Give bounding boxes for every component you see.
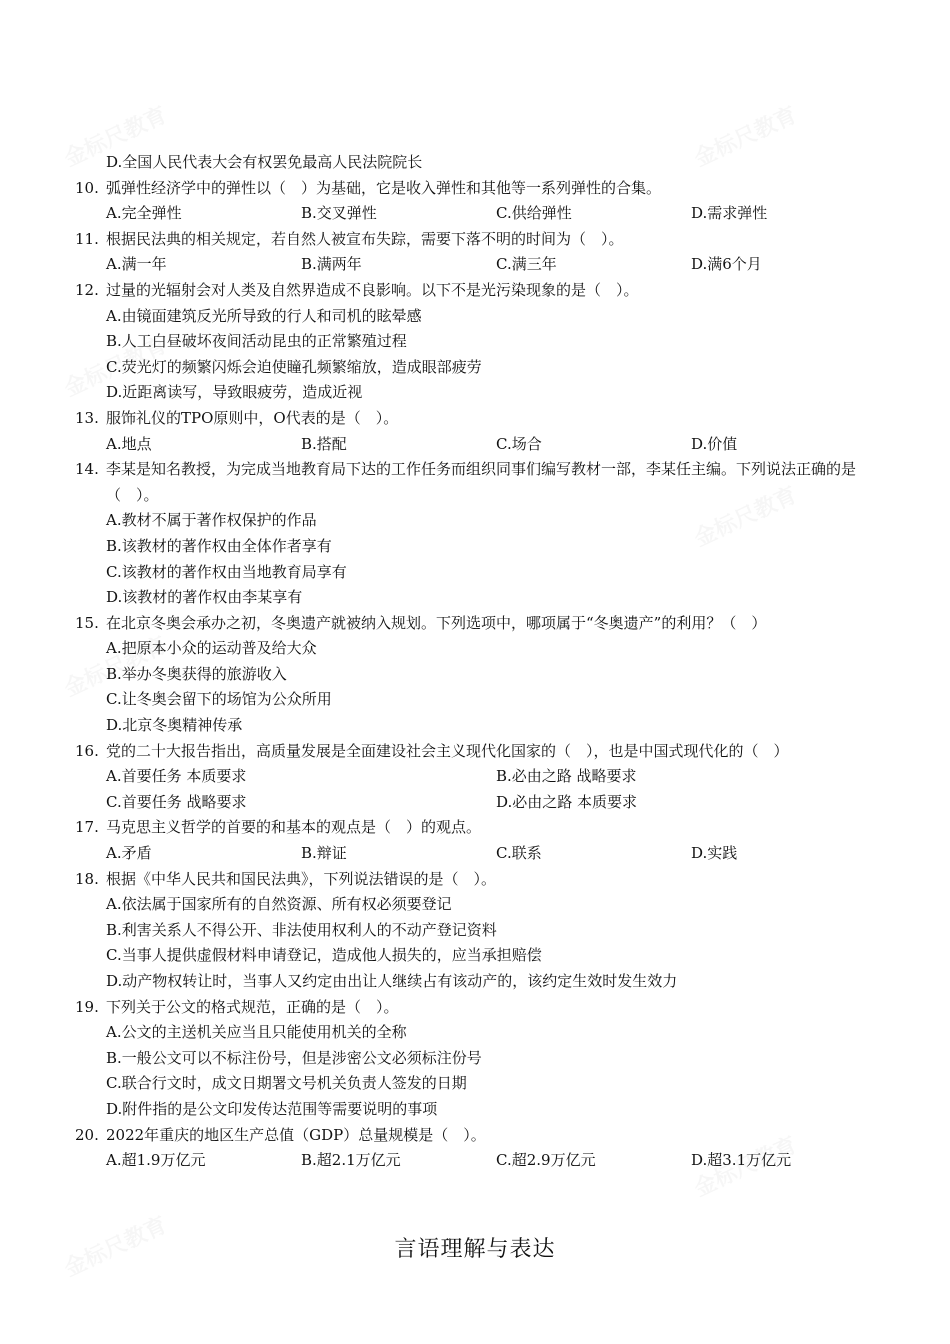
option-d: D.北京冬奥精神传承 (106, 716, 243, 735)
option-c: C.当事人提供虚假材料申请登记，造成他人损失的，应当承担赔偿 (106, 946, 542, 965)
question-number: 15. (75, 613, 99, 632)
question-stem: 在北京冬奥会承办之初，冬奥遗产就被纳入规划。下列选项中，哪项属于“冬奥遗产”的利用？（ ） (106, 613, 767, 632)
option-b: B.人工白昼破坏夜间活动昆虫的正常繁殖过程 (106, 332, 407, 351)
question-12 (75, 278, 885, 406)
option-b: B.满两年 (301, 255, 362, 274)
question-stem: 弧弹性经济学中的弹性以（ ）为基础，它是收入弹性和其他等一系列弹性的合集。 (106, 178, 662, 197)
option-b: B.辩证 (301, 844, 347, 863)
question-stem: 下列关于公文的格式规范，正确的是（ ）。 (106, 997, 399, 1016)
section-title: 言语理解与表达 (394, 1237, 556, 1262)
question-18 (75, 867, 885, 995)
question-20 (75, 1123, 885, 1174)
option-a: A.首要任务 本质要求 (106, 767, 247, 786)
option-b: B.必由之路 战略要求 (496, 767, 637, 786)
question-10 (75, 176, 885, 227)
question-19 (75, 995, 885, 1123)
option-c: C.首要任务 战略要求 (106, 792, 247, 811)
option-d: D.超3.1万亿元 (691, 1151, 792, 1170)
option-a: A.完全弹性 (106, 204, 182, 223)
question-number: 19. (75, 997, 99, 1016)
question-number: 20. (75, 1125, 99, 1144)
option-c: C.供给弹性 (496, 204, 572, 223)
question-stem: 根据民法典的相关规定，若自然人被宣布失踪，需要下落不明的时间为（ ）。 (106, 229, 624, 248)
option-c: C.满三年 (496, 255, 557, 274)
question-16 (75, 739, 885, 816)
carryover-option: D.全国人民代表大会有权罢免最高人民法院院长 (106, 153, 423, 171)
option-b: B.举办冬奥获得的旅游收入 (106, 664, 287, 683)
question-number: 12. (75, 280, 99, 299)
option-a: A.把原本小众的运动普及给大众 (106, 639, 317, 658)
option-b: B.该教材的著作权由全体作者享有 (106, 536, 332, 555)
option-d: D.需求弹性 (691, 204, 768, 223)
option-d: D.附件指的是公文印发传达范围等需要说明的事项 (106, 1099, 438, 1118)
question-number: 14. (75, 460, 99, 479)
option-d: D.价值 (691, 434, 738, 453)
question-14 (75, 457, 885, 611)
option-d: D.满6个月 (691, 255, 762, 274)
question-stem: 服饰礼仪的TPO原则中，O代表的是（ ）。 (106, 408, 399, 427)
question-11 (75, 227, 885, 278)
option-a: A.依法属于国家所有的自然资源、所有权必须要登记 (106, 895, 452, 914)
question-stem: 根据《中华人民共和国民法典》，下列说法错误的是（ ）。 (106, 869, 497, 888)
option-b: B.利害关系人不得公开、非法使用权利人的不动产登记资料 (106, 920, 497, 939)
option-d: D.动产物权转让时，当事人又约定由出让人继续占有该动产的，该约定生效时发生效力 (106, 972, 678, 990)
question-stem: 马克思主义哲学的首要的和基本的观点是（ ）的观点。 (106, 818, 482, 837)
option-c: C.让冬奥会留下的场馆为公众所用 (106, 690, 332, 709)
question-stem: 过量的光辐射会对人类及自然界造成不良影响。以下不是光污染现象的是（ ）。 (106, 280, 639, 299)
question-17 (75, 815, 885, 866)
option-d: D.必由之路 本质要求 (496, 792, 638, 811)
option-c: C.荧光灯的频繁闪烁会迫使瞳孔频繁缩放，造成眼部疲劳 (106, 357, 482, 376)
option-a: A.矛盾 (106, 844, 152, 863)
option-b: B.一般公文可以不标注份号，但是涉密公文必须标注份号 (106, 1048, 482, 1067)
question-number: 18. (75, 869, 99, 888)
option-b: B.交叉弹性 (301, 204, 377, 223)
option-c: C.场合 (496, 434, 542, 453)
question-stem: 2022年重庆的地区生产总值（GDP）总量规模是（ ）。 (106, 1125, 486, 1144)
option-a: A.满一年 (106, 255, 167, 274)
option-d: D.近距离读写，导致眼疲劳，造成近视 (106, 383, 363, 402)
question-number: 17. (75, 818, 99, 837)
question-number: 11. (75, 229, 99, 248)
option-c: C.超2.9万亿元 (496, 1151, 596, 1170)
question-number: 10. (75, 178, 99, 197)
question-number: 16. (75, 741, 99, 760)
option-b: B.搭配 (301, 434, 347, 453)
option-a: A.公文的主送机关应当且只能使用机关的全称 (106, 1023, 407, 1042)
option-d: D.实践 (691, 844, 738, 863)
option-d: D.该教材的著作权由李某享有 (106, 588, 303, 607)
question-list (75, 150, 885, 1174)
option-a: A.由镜面建筑反光所导致的行人和司机的眩晕感 (106, 306, 422, 325)
question-15 (75, 611, 885, 739)
option-b: B.超2.1万亿元 (301, 1151, 401, 1170)
question-stem: 党的二十大报告指出，高质量发展是全面建设社会主义现代化国家的（ ），也是中国式现代化的（ ） (106, 741, 789, 760)
question-stem: 李某是知名教授，为完成当地教育局下达的工作任务而组织同事们编写教材一部，李某任主编。下列说法正确的是（ ）。 (106, 460, 857, 504)
question-number: 13. (75, 408, 99, 427)
option-a: A.地点 (106, 434, 152, 453)
option-c: C.联系 (496, 844, 542, 863)
option-a: A.教材不属于著作权保护的作品 (106, 511, 317, 530)
option-a: A.超1.9万亿元 (106, 1151, 206, 1170)
option-c: C.联合行文时，成文日期署文号机关负责人签发的日期 (106, 1074, 467, 1093)
option-c: C.该教材的著作权由当地教育局享有 (106, 562, 347, 581)
question-13 (75, 406, 885, 457)
